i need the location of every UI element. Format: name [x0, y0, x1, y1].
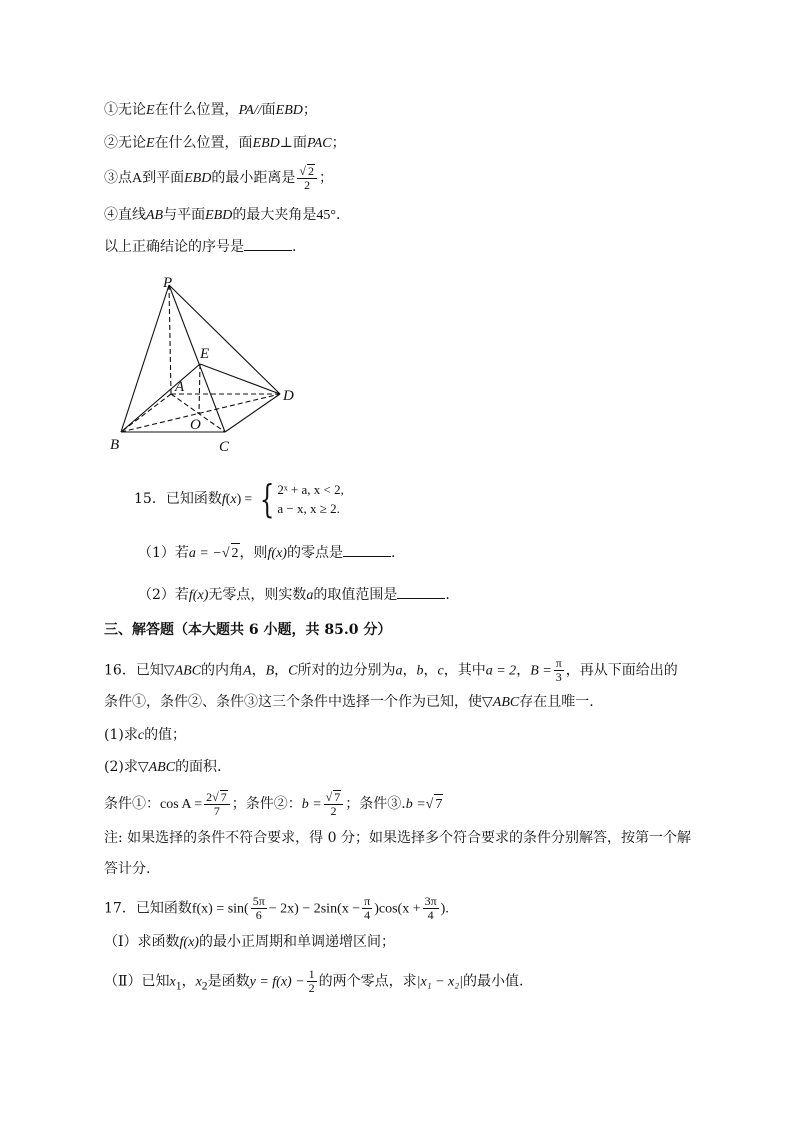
text: 无零点，则实数	[208, 587, 307, 603]
radicand: 7	[334, 790, 341, 804]
text: （1）若	[138, 545, 189, 561]
q17-stem	[104, 895, 449, 922]
numerator: π	[555, 656, 562, 670]
math-a: a	[306, 588, 314, 603]
text: .	[390, 545, 396, 561]
subscript: 2	[201, 979, 208, 993]
text: (2)求	[104, 759, 138, 775]
numerator: π	[364, 894, 371, 908]
radicand: 7	[434, 794, 443, 815]
math-triangle: ▽ABC	[163, 663, 202, 679]
text: ①无论	[104, 102, 146, 118]
math-y-eq: y = f(x) −	[249, 974, 305, 990]
text: （2）若	[138, 587, 189, 603]
q16-note-2: 答计分.	[104, 861, 151, 877]
fraction-pi-over-4	[362, 895, 372, 922]
text: ；	[302, 102, 317, 118]
text: 条件①，条件②、条件③这三个条件中选择一个作为已知，使	[104, 694, 482, 710]
q16-conditions: 条件①：cos A = $\frac{2√ 7}{7}$ ；条件②：b = $\frac{√ 7}{2}$ ；条件③.b =√ 7	[104, 790, 443, 818]
math-triangle: ▽ABC	[482, 695, 520, 710]
math-condition: a = −	[188, 546, 222, 561]
edge-ED	[200, 364, 280, 394]
math-E: E	[146, 103, 155, 118]
q16-note-1: 注: 如果选择的条件不符合要求，得 0 分；如果选择多个符合要求的条件分别解答，按第一个解	[104, 830, 691, 846]
math-f-def: f(x) = sin(	[191, 901, 249, 917]
denominator: 4	[427, 908, 434, 922]
label-E: E	[200, 346, 210, 362]
q14-item-3	[104, 164, 333, 192]
math-fx: f(x)	[179, 935, 199, 950]
radicand: 2	[307, 164, 314, 178]
q14-item-1	[104, 100, 317, 121]
q15-sub2	[138, 584, 450, 606]
math-EBD: EBD	[205, 208, 233, 223]
label-A: A	[175, 379, 185, 395]
math-AB: AB	[146, 208, 164, 223]
case-2: a − x, x ≥ 2.	[277, 501, 340, 516]
text: ②无论	[104, 135, 146, 151]
answer-blank	[397, 584, 445, 599]
math-EBD: EBD	[252, 136, 280, 151]
label-C: C	[219, 439, 230, 455]
text: 在什么位置，面	[154, 135, 253, 151]
q16-line2	[104, 692, 594, 713]
math-part: )cos(x +	[374, 901, 421, 917]
math-b-eq: b =	[405, 797, 426, 812]
fraction-pi-over-3	[554, 657, 564, 684]
coefficient: 2	[206, 790, 213, 804]
left-brace: {	[260, 477, 275, 521]
math-b: b	[416, 663, 424, 679]
text: 的最大夹角是	[232, 207, 317, 223]
math-part: − 2x) − 2sin(x −	[268, 901, 361, 917]
denominator: 2	[304, 178, 311, 192]
math-triangle: ▽ABC	[137, 760, 176, 775]
math-E: E	[146, 136, 155, 151]
fraction-3pi-over-4	[423, 895, 439, 922]
perp-text: ⊥面	[279, 135, 307, 151]
fraction-sqrt2-over-2: $\frac{√ 2}{2}$	[297, 164, 317, 192]
q16-sub1	[104, 725, 186, 746]
q16-sub2	[104, 757, 222, 778]
text: ，	[181, 973, 196, 990]
denominator: 3	[555, 670, 562, 684]
text: 是函数	[207, 973, 250, 990]
text: 到平面	[142, 170, 185, 186]
answer-blank	[244, 236, 292, 251]
text: .	[335, 207, 341, 223]
q16-line1: 16．已知▽ABC的内角A，B，C所对的边分别为a，b，c，其中a = 2，B = $\frac{\pi}{3}$ ，再从下面给出的	[104, 656, 678, 684]
label-O: O	[190, 417, 201, 433]
text: 的最小距离是	[211, 170, 296, 186]
text: 的值；	[144, 727, 187, 743]
text: .	[445, 587, 450, 603]
text: 的取值范围是	[313, 587, 398, 603]
denominator: 2	[308, 981, 315, 995]
radicand: 2	[231, 543, 240, 564]
math-fx: f(x)	[188, 588, 209, 603]
section-title: 三、解答题（本大题共 6 小题，共 85.0 分）	[104, 622, 392, 638]
q14-question	[104, 236, 296, 257]
q17-sub1	[104, 932, 395, 953]
q15-stem: 15．已知函数f(x) = { 2ˣ + a, x < 2, a − x, x ≥ 2.	[134, 477, 344, 521]
math-a-eq: a = 2	[485, 663, 517, 679]
label-P: P	[163, 275, 173, 291]
fraction-5pi-over-6	[251, 895, 267, 922]
denominator: 6	[255, 908, 262, 922]
math-A: A	[132, 171, 143, 186]
math-c: c	[437, 663, 444, 679]
math-x: x	[195, 974, 202, 990]
math-A: A	[243, 663, 252, 679]
text: 存在且唯一.	[519, 694, 594, 710]
case-1: 2ˣ + a, x < 2,	[277, 482, 344, 497]
text: 的最小值.	[462, 973, 524, 990]
q15-sub1: （1）若a = −√ 2，则f(x)的零点是 .	[138, 542, 395, 564]
numerator: 1	[308, 967, 315, 981]
math-a: a	[395, 663, 403, 679]
text: （Ⅱ）已知	[104, 973, 170, 990]
math-B: B	[265, 663, 275, 679]
text: 的零点是	[286, 545, 343, 561]
text: ，其中	[443, 662, 486, 679]
math-abs: |x₁ − x₂|	[416, 974, 463, 990]
text: ；	[318, 170, 333, 186]
q17-sub2	[104, 968, 523, 996]
pyramid-figure	[105, 275, 305, 455]
text: 面	[261, 102, 276, 118]
math-B-eq: B =	[530, 663, 552, 679]
piecewise-cases	[277, 480, 343, 518]
text: 的最小正周期和单调递增区间；	[198, 934, 395, 950]
math-EBD: EBD	[184, 171, 212, 186]
fraction-sqrt7-over-2: $\frac{√ 7}{2}$	[324, 790, 344, 818]
edge-PD	[169, 285, 280, 394]
subscript: 1	[175, 979, 182, 993]
edge-PB	[121, 285, 169, 432]
edge-PC	[169, 285, 225, 432]
text: 17．已知函数	[104, 900, 192, 917]
math-PAC: PAC	[306, 136, 332, 151]
q14-item-2	[104, 133, 346, 154]
numerator: 3π	[424, 894, 437, 908]
text: 16．已知	[104, 662, 164, 679]
label-D: D	[283, 388, 294, 404]
text: ④直线	[104, 207, 146, 223]
fraction-1-over-2	[307, 968, 317, 995]
math-cos-A: cos A =	[160, 797, 203, 812]
text: .	[292, 239, 297, 255]
radicand: 7	[220, 790, 227, 804]
text: 的两个零点，求	[318, 973, 417, 990]
text: ；条件②：	[231, 796, 302, 812]
text: ，再从下面给出的	[565, 662, 678, 679]
math-x: x	[169, 974, 176, 990]
text: ；	[331, 135, 346, 151]
text: 所对的边分别为	[297, 662, 396, 679]
text: ，则	[239, 545, 268, 561]
math-f: f	[221, 492, 226, 507]
label-B: B	[110, 437, 120, 453]
text: 与平面	[163, 207, 206, 223]
math-fx: f(x)	[267, 546, 287, 561]
math-EBD: EBD	[275, 103, 303, 118]
math-b-eq: b =	[301, 797, 322, 812]
math-x: x	[230, 492, 237, 507]
numerator: 5π	[252, 894, 265, 908]
parallel-symbol: //	[253, 103, 262, 118]
denominator: 7	[213, 804, 220, 818]
edge-EB	[121, 364, 200, 432]
text: 条件①：	[104, 796, 160, 812]
edge-CD	[225, 394, 280, 432]
answer-blank	[343, 542, 391, 557]
text: 的内角	[201, 662, 244, 679]
text: (1)求	[104, 727, 138, 743]
math-part: ).	[440, 901, 449, 917]
fraction-2sqrt7-over-7: $\frac{2√ 7}{7}$	[204, 790, 230, 818]
denominator: 2	[330, 804, 337, 818]
angle-45: 45°	[316, 208, 336, 223]
math-c: c	[137, 728, 145, 743]
text: ③点	[104, 170, 132, 186]
edge-EO	[199, 364, 200, 414]
denominator: 4	[364, 908, 371, 922]
math-PA: PA	[238, 103, 254, 118]
text: （Ⅰ）求函数	[104, 934, 180, 950]
q14-item-4	[104, 205, 340, 226]
text: 在什么位置，	[154, 102, 239, 118]
text: 以上正确结论的序号是	[104, 239, 244, 255]
edge-PA	[169, 285, 171, 394]
text: 的面积.	[175, 759, 222, 775]
text: 15．已知函数	[134, 491, 222, 507]
equals: =	[244, 492, 253, 507]
math-C: C	[288, 663, 298, 679]
text: ；条件③.	[345, 796, 406, 812]
